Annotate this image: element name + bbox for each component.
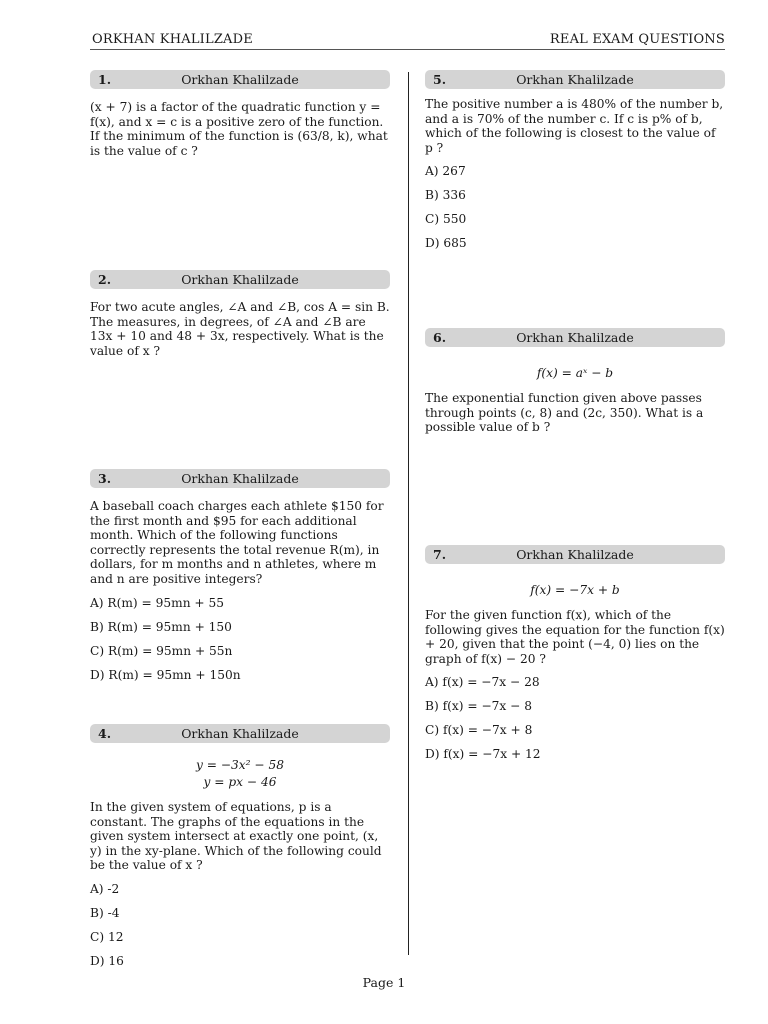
choice-c[interactable]: C) 550 — [425, 212, 467, 227]
question-text: A baseball coach charges each athlete $150 for the first month and $95 for each additional month. Which of the following functions correctly represents the total revenue R(m), in dollars, for m months and n athletes, where m and n are positive integers? — [90, 499, 384, 586]
question-text: In the given system of equations, p is a constant. The graphs of the equations in the given system intersect at exactly one point, (x, y) in the xy-plane. Which of the following could be the value of x ? — [90, 800, 382, 873]
question-author: Orkhan Khalilzade — [181, 726, 299, 741]
answer-choices — [425, 164, 725, 260]
choice-c[interactable]: C) 12 — [90, 929, 124, 944]
question-header — [425, 70, 725, 89]
choice-b[interactable]: B) -4 — [90, 905, 120, 920]
question-header — [425, 545, 725, 564]
question-text: For two acute angles, ∠A and ∠B, cos A = sin B. The measures, in degrees, of ∠A and ∠B are 13x + 10 and 48 + 3x, respectively. What is the value of x ? — [90, 300, 390, 358]
choice-d[interactable]: D) 685 — [425, 236, 467, 251]
question-6 — [425, 328, 725, 435]
question-author: Orkhan Khalilzade — [516, 547, 634, 562]
question-author: Orkhan Khalilzade — [181, 471, 299, 486]
question-header — [425, 328, 725, 347]
choice-d[interactable]: D) f(x) = −7x + 12 — [425, 747, 541, 762]
question-header — [90, 70, 390, 89]
question-author: Orkhan Khalilzade — [516, 72, 634, 87]
question-header — [90, 469, 390, 488]
question-text: For the given function f(x), which of the following gives the equation for the function f(x) + 20, given that the point (−4, 0) lies on the graph of f(x) − 20 ? — [425, 608, 725, 666]
column-divider — [408, 72, 409, 955]
choice-c[interactable]: C) R(m) = 95mn + 55n — [90, 643, 233, 658]
question-text: The positive number a is 480% of the number b, and a is 70% of the number c. If c is p% of b, which of the following is closest to the value of p ? — [425, 97, 724, 155]
equation-line: f(x) = aˣ − b — [536, 366, 614, 380]
question-number: 4. — [98, 726, 112, 741]
question-text: The exponential function given above passes through points (c, 8) and (2c, 350). What is a possible value of b ? — [425, 391, 704, 435]
question-number: 6. — [433, 330, 447, 345]
question-number: 5. — [433, 72, 447, 87]
equation-block — [425, 365, 725, 382]
question-number: 3. — [98, 471, 112, 486]
question-header — [90, 724, 390, 743]
choice-d[interactable]: D) 16 — [90, 953, 124, 968]
page-number: Page 1 — [362, 975, 406, 990]
equation-line: f(x) = −7x + b — [530, 583, 620, 597]
question-header — [90, 270, 390, 289]
question-2 — [90, 270, 390, 358]
choice-b[interactable]: B) f(x) = −7x − 8 — [425, 699, 532, 714]
choice-c[interactable]: C) f(x) = −7x + 8 — [425, 723, 533, 738]
question-4 — [90, 724, 390, 978]
header-title: ORKHAN KHALILZADE — [92, 32, 253, 47]
choice-b[interactable]: B) 336 — [425, 188, 466, 203]
header-subtitle: REAL EXAM QUESTIONS — [549, 32, 725, 47]
question-number: 7. — [433, 547, 447, 562]
question-5 — [425, 70, 725, 260]
answer-choices — [425, 675, 725, 771]
question-3 — [90, 469, 390, 692]
question-text: (x + 7) is a factor of the quadratic function y = f(x), and x = c is a positive zero of the function. If the minimum of the function is (63/8, k), what is the value of c ? — [90, 100, 388, 158]
question-author: Orkhan Khalilzade — [181, 272, 299, 287]
question-author: Orkhan Khalilzade — [516, 330, 634, 345]
question-number: 1. — [98, 72, 112, 87]
equation-line: y = −3x² − 58 — [195, 758, 285, 772]
equation-line: y = px − 46 — [203, 775, 277, 789]
equation-block — [90, 757, 390, 791]
choice-a[interactable]: A) f(x) = −7x − 28 — [425, 675, 540, 690]
choice-a[interactable]: A) R(m) = 95mn + 55 — [90, 595, 225, 610]
equation-block — [425, 582, 725, 599]
question-number: 2. — [98, 272, 112, 287]
choice-b[interactable]: B) R(m) = 95mn + 150 — [90, 619, 232, 634]
choice-a[interactable]: A) 267 — [425, 164, 466, 179]
answer-choices — [90, 882, 390, 978]
choice-a[interactable]: A) -2 — [90, 881, 120, 896]
choice-d[interactable]: D) R(m) = 95mn + 150n — [90, 667, 241, 682]
question-author: Orkhan Khalilzade — [181, 72, 299, 87]
question-1 — [90, 70, 390, 158]
header-rule — [90, 49, 725, 50]
answer-choices — [90, 596, 390, 692]
question-7 — [425, 545, 725, 771]
